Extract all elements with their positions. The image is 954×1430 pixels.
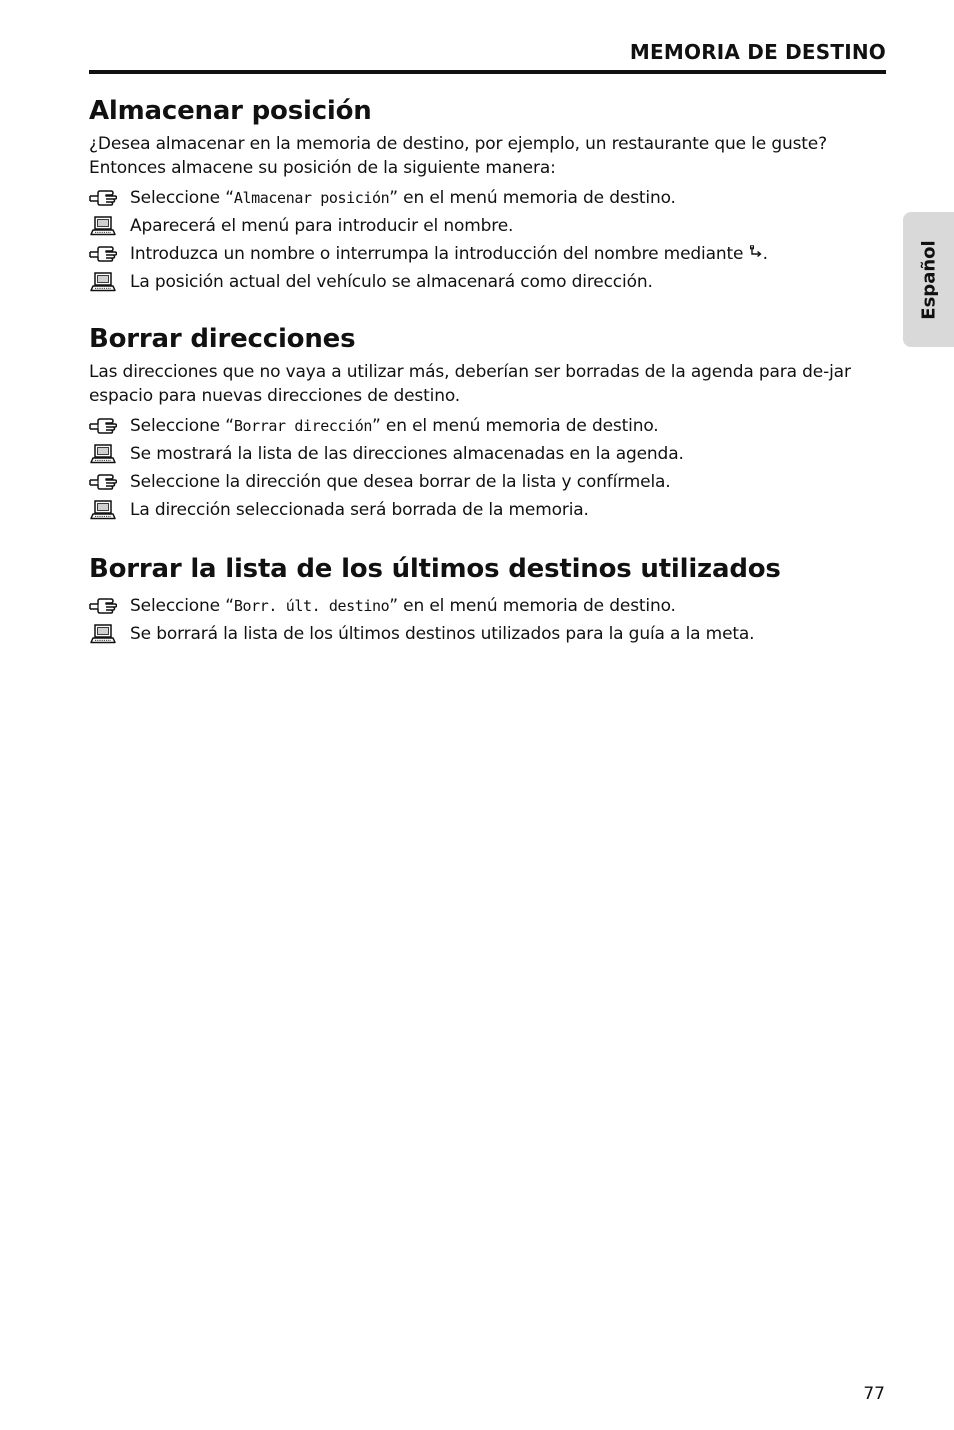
step-text: Seleccione “ bbox=[130, 188, 234, 208]
step-item bbox=[89, 268, 889, 296]
step-text: La posición actual del vehículo se almacenará como dirección. bbox=[130, 272, 653, 292]
step-text: Seleccione “ bbox=[130, 416, 234, 436]
step-text: Aparecerá el menú para introducir el nombre. bbox=[130, 216, 514, 236]
hand-pointer-icon bbox=[89, 188, 117, 208]
hand-pointer-icon bbox=[89, 596, 117, 616]
section-title: Borrar la lista de los últimos destinos utilizados bbox=[89, 554, 781, 584]
return-arrow-icon bbox=[749, 245, 763, 261]
step-item bbox=[89, 440, 889, 468]
page-number: 77 bbox=[863, 1384, 885, 1404]
step-item bbox=[89, 496, 889, 524]
step-text: Se mostrará la lista de las direcciones almacenadas en la agenda. bbox=[130, 444, 684, 464]
step-list bbox=[89, 184, 889, 296]
menu-item-name: Borrar dirección bbox=[233, 417, 372, 435]
section-title: Borrar direcciones bbox=[89, 324, 356, 354]
page-content bbox=[89, 92, 889, 672]
section-title: Almacenar posición bbox=[89, 96, 372, 126]
step-text: Se borrará la lista de los últimos destinos utilizados para la guía a la meta. bbox=[130, 624, 755, 644]
language-tab-label: Español bbox=[918, 239, 939, 320]
section-borrar-direcciones bbox=[89, 320, 889, 524]
step-item bbox=[89, 620, 889, 648]
hand-pointer-icon bbox=[89, 472, 117, 492]
language-tab bbox=[903, 212, 954, 347]
step-text: Introduzca un nombre o interrumpa la introducción del nombre mediante bbox=[130, 244, 744, 264]
menu-item-name: Borr. últ. destino bbox=[233, 597, 390, 615]
step-text: Seleccione “ bbox=[130, 596, 234, 616]
page-header bbox=[89, 40, 886, 74]
step-item bbox=[89, 592, 889, 620]
computer-icon bbox=[89, 216, 117, 236]
computer-icon bbox=[89, 500, 117, 520]
step-text: . bbox=[762, 244, 768, 264]
computer-icon bbox=[89, 444, 117, 464]
menu-item-name: Almacenar posición bbox=[233, 189, 390, 207]
step-text: ” en el menú memoria de destino. bbox=[372, 416, 659, 436]
section-borrar-ultimos-destinos bbox=[89, 550, 889, 648]
step-item bbox=[89, 412, 889, 440]
step-text: Seleccione la dirección que desea borrar de la lista y confírmela. bbox=[130, 472, 671, 492]
header-title: MEMORIA DE DESTINO bbox=[629, 40, 886, 64]
step-item bbox=[89, 468, 889, 496]
computer-icon bbox=[89, 272, 117, 292]
section-intro: ¿Desea almacenar en la memoria de destino, por ejemplo, un restaurante que le guste? Entonces almacene su posición de la siguiente manera: bbox=[89, 134, 827, 178]
step-item bbox=[89, 240, 889, 268]
step-text: ” en el menú memoria de destino. bbox=[389, 188, 676, 208]
hand-pointer-icon bbox=[89, 244, 117, 264]
step-text: ” en el menú memoria de destino. bbox=[389, 596, 676, 616]
step-item bbox=[89, 184, 889, 212]
computer-icon bbox=[89, 624, 117, 644]
step-list bbox=[89, 412, 889, 524]
step-item bbox=[89, 212, 889, 240]
section-intro: Las direcciones que no vaya a utilizar más, deberían ser borradas de la agenda para de-jar espacio para nuevas direcciones de destino. bbox=[89, 362, 851, 406]
section-almacenar-posicion bbox=[89, 92, 889, 296]
step-text: La dirección seleccionada será borrada de la memoria. bbox=[130, 500, 589, 520]
hand-pointer-icon bbox=[89, 416, 117, 436]
step-list bbox=[89, 592, 889, 648]
